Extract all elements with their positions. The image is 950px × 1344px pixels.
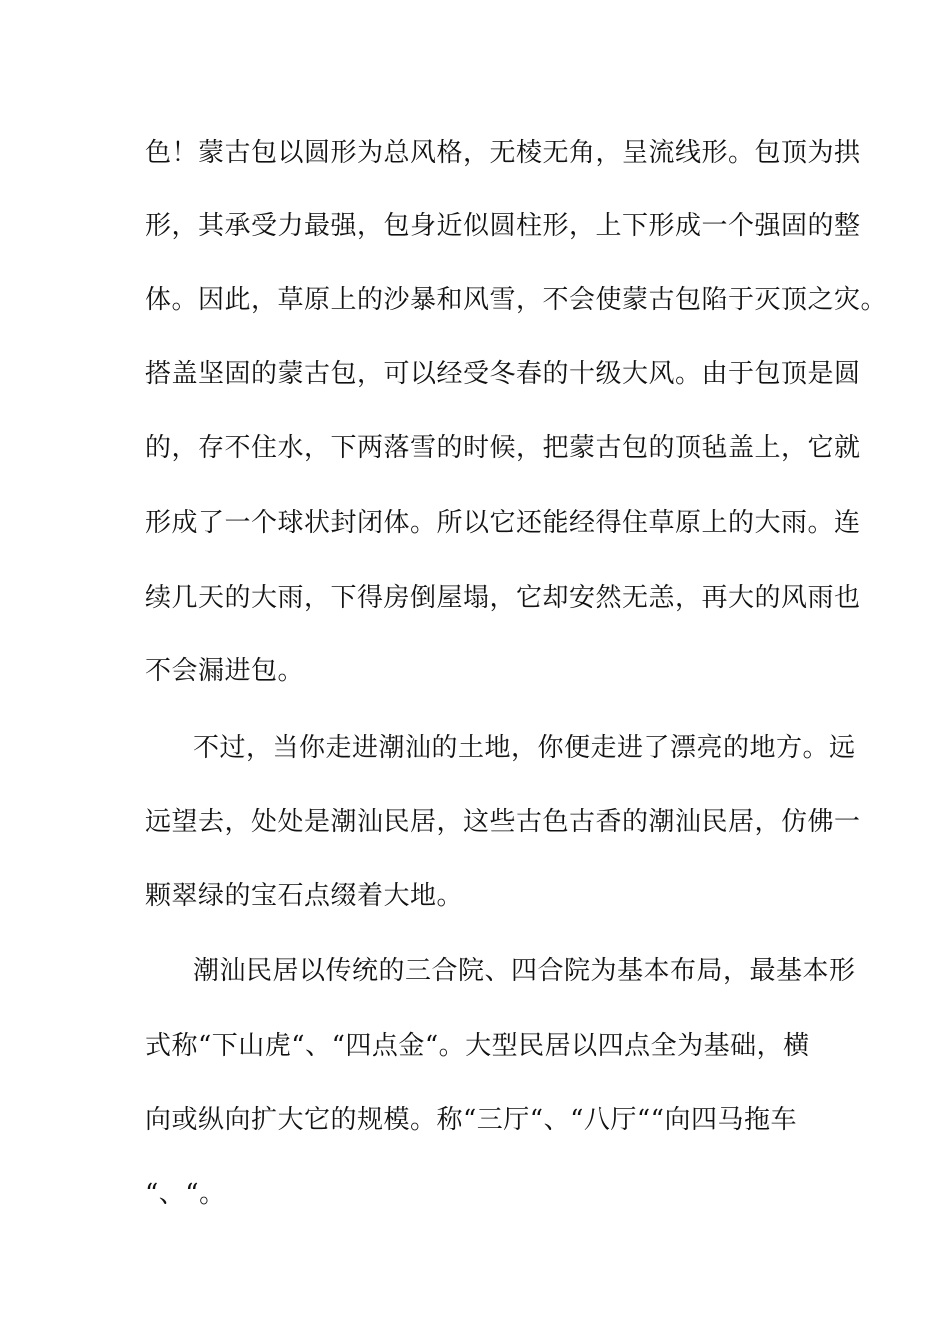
text-line: “、“。 [145, 1179, 226, 1209]
text-line: 续几天的大雨，下得房倒屋塌，它却安然无恙，再大的风雨也 [145, 583, 861, 613]
text-line: 式称“下山虎“、“四点金“。大型民居以四点全为基础，横 [145, 1031, 810, 1061]
paragraph-first-line: 不过，当你走进潮汕的土地，你便走进了漂亮的地方。远 [193, 733, 856, 763]
paragraph-first-line: 潮汕民居以传统的三合院、四合院为基本布局，最基本形 [193, 956, 856, 986]
text-line: 形，其承受力最强，包身近似圆柱形，上下形成一个强固的整 [145, 211, 861, 241]
text-line: 不会漏进包。 [145, 656, 305, 686]
text-line: 色！蒙古包以圆形为总风格，无棱无角，呈流线形。包顶为拱 [145, 138, 861, 168]
text-line: 向或纵向扩大它的规模。称“三厅“、“八厅““向四马拖车 [145, 1105, 797, 1135]
text-line: 颗翠绿的宝石点缀着大地。 [145, 881, 464, 911]
text-line: 体。因此，草原上的沙暴和风雪，不会使蒙古包陷于灭顶之灾。 [145, 285, 888, 315]
text-line: 远望去，处处是潮汕民居，这些古色古香的潮汕民居，仿佛一 [145, 807, 861, 837]
text-line: 搭盖坚固的蒙古包，可以经受冬春的十级大风。由于包顶是圆 [145, 359, 861, 389]
text-line: 的，存不住水，下两落雪的时候，把蒙古包的顶毡盖上，它就 [145, 433, 861, 463]
text-line: 形成了一个球状封闭体。所以它还能经得住草原上的大雨。连 [145, 508, 861, 538]
